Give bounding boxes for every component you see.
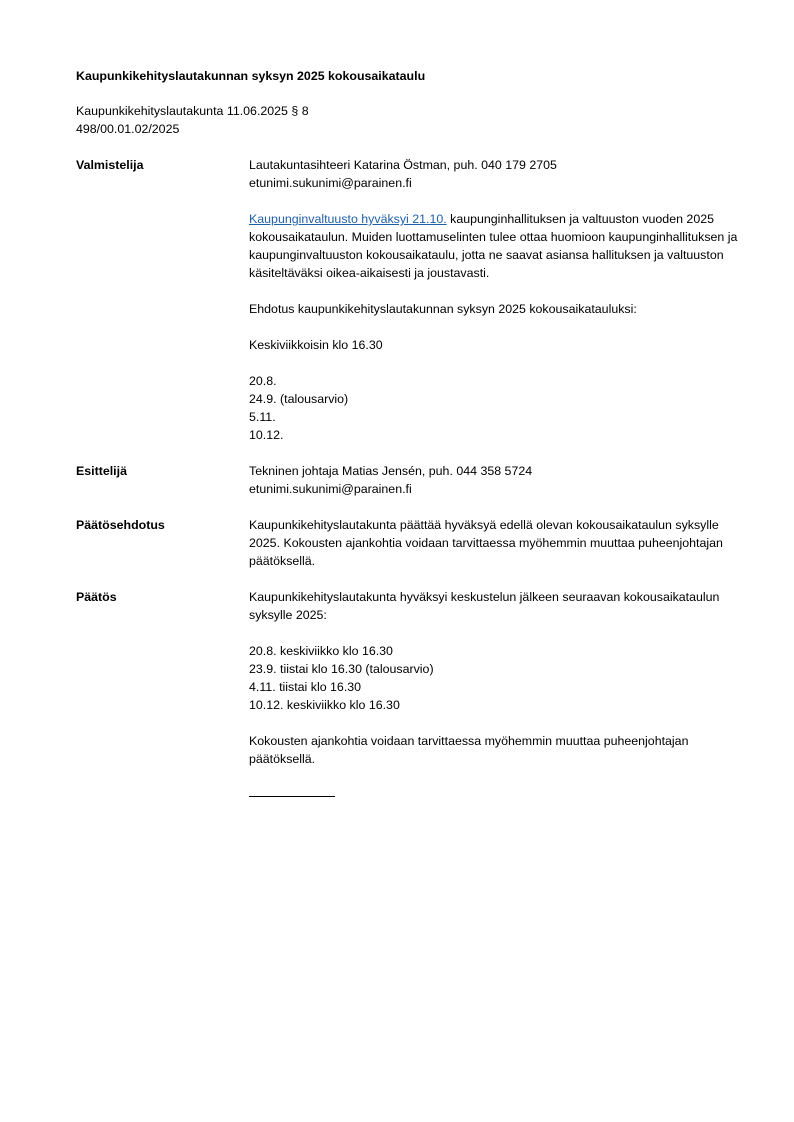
section-valmistelija: [76, 156, 746, 444]
section-content: [249, 462, 746, 498]
proposed-dates-list: [249, 372, 746, 444]
presenter-email: etunimi.sukunimi@parainen.fi: [249, 482, 412, 496]
proposal-intro: Ehdotus kaupunkikehityslautakunnan syksyn 2025 kokousaikatauluksi:: [249, 302, 637, 316]
list-item: 23.9. tiistai klo 16.30 (talousarvio): [249, 662, 434, 676]
signature-line: [249, 786, 335, 797]
section-label: Päätösehdotus: [76, 518, 165, 532]
section-content: [249, 588, 746, 797]
document-title: Kaupunkikehityslautakunnan syksyn 2025 kokousaikataulu: [76, 69, 426, 83]
presenter-name: Tekninen johtaja Matias Jensén, puh. 044 358 5724: [249, 464, 533, 478]
list-item: 4.11. tiistai klo 16.30: [249, 680, 362, 694]
meeting-reference: Kaupunkikehityslautakunta 11.06.2025 § 8: [76, 104, 309, 118]
section-label: Valmistelija: [76, 158, 144, 172]
section-paatos: [76, 588, 746, 797]
list-item: 10.12.: [249, 428, 284, 442]
preparer-name: Lautakuntasihteeri Katarina Östman, puh. 040 179 2705: [249, 158, 557, 172]
list-item: 20.8. keskiviikko klo 16.30: [249, 644, 393, 658]
section-paatosehdotus: [76, 516, 746, 570]
decision-text: Kaupunkikehityslautakunta hyväksyi keskustelun jälkeen seuraavan kokousaikataulun syksylle 2025:: [249, 590, 720, 622]
list-item: 5.11.: [249, 410, 276, 424]
decision-proposal-text: Kaupunkikehityslautakunta päättää hyväksyä edellä olevan kokousaikataulun syksylle 2025. Kokousten ajankohtia voidaan tarvittaessa myöhemmin muuttaa puheenjohtajan päätöksellä.: [249, 518, 723, 568]
preparer-email: etunimi.sukunimi@parainen.fi: [249, 176, 412, 190]
case-number: 498/00.01.02/2025: [76, 122, 180, 136]
council-decision-link[interactable]: Kaupunginvaltuusto hyväksyi 21.10.: [249, 212, 447, 226]
council-paragraph: [249, 210, 746, 282]
list-item: 20.8.: [249, 374, 277, 388]
section-label: Esittelijä: [76, 464, 127, 478]
section-esittelija: [76, 462, 746, 498]
decision-closing: Kokousten ajankohtia voidaan tarvittaessa myöhemmin muuttaa puheenjohtajan päätöksellä.: [249, 734, 689, 766]
list-item: 10.12. keskiviikko klo 16.30: [249, 698, 400, 712]
section-content: [249, 516, 746, 570]
section-content: [249, 156, 746, 444]
document-page: [76, 67, 746, 797]
section-label: Päätös: [76, 590, 117, 604]
list-item: 24.9. (talousarvio): [249, 392, 349, 406]
council-paragraph-text: kaupunginhallituksen ja valtuuston vuoden 2025 kokousaikataulun. Muiden luottamuselinten tulee ottaa huomioon kaupunginhallituksen ja kaupunginvaltuuston kokousaikataulu, jotta ne saavat asiansa hallituksen ja valtuuston käsiteltäväksi oikea-aikaisesti ja joustavasti.: [249, 212, 738, 280]
approved-dates-list: [249, 642, 746, 714]
meeting-weekday: Keskiviikkoisin klo 16.30: [249, 338, 383, 352]
document-meta: [76, 102, 746, 138]
